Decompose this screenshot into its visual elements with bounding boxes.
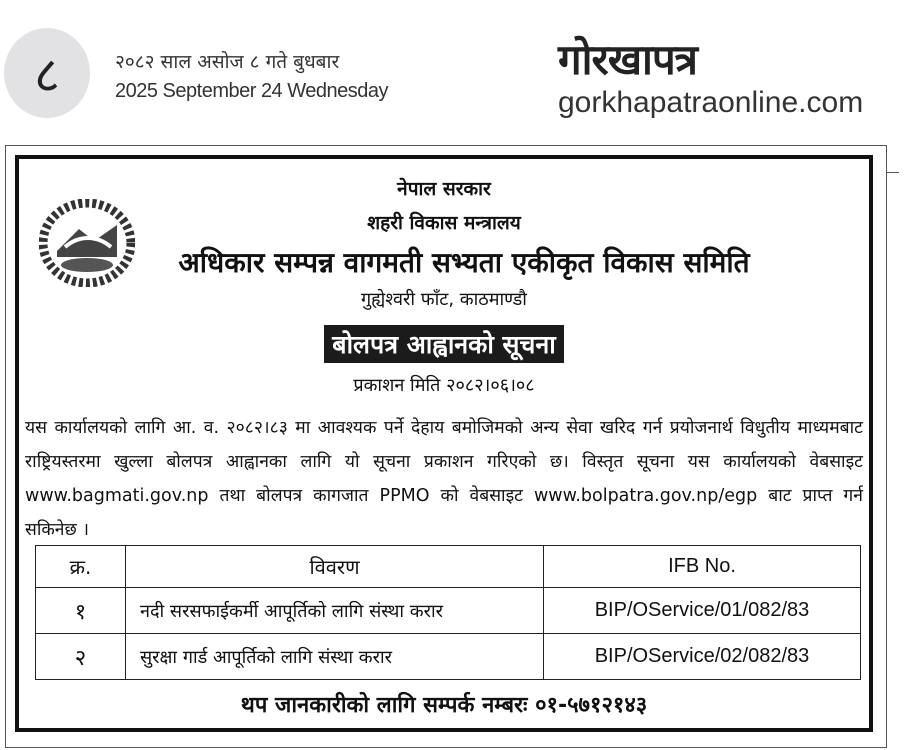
notice-body: यस कार्यालयको लागि आ. व. २०८२।८३ मा आवश्यक पर्ने देहाय बमोजिमको अन्य सेवा खरिद गर्न प्रयोजनार्थ विधुतीय माध्यमबाट राष्ट्रियस्तरमा खुल्ला बोलपत्र आह्वानका लागि यो सूचना प्रकाशन गरिएको छ। विस्तृत सूचना यस कार्यालयको वेबसाइट www.bagmati.gov.np तथा बोलपत्र कागजात PPMO को वेबसाइट www.bolpatra.gov.np/egp बाट प्राप्त गर्न सकिनेछ ।	[25, 418, 863, 540]
ifb-number: BIP/OService/02/082/83	[544, 634, 861, 680]
divider	[887, 172, 899, 173]
col-description: विवरण	[126, 546, 544, 588]
government-name: नेपाल सरकार	[397, 178, 491, 200]
table-header-row	[36, 546, 861, 588]
office-address: गुह्येश्वरी फाँट, काठमाण्डौ	[361, 289, 527, 310]
table-row	[36, 588, 861, 634]
newspaper-logo: गोरखापत्र	[558, 35, 697, 84]
ministry-name: शहरी विकास मन्त्रालय	[367, 212, 521, 234]
contact-info: थप जानकारीको लागि सम्पर्क नम्बरः ०१-५७१२१४३	[240, 693, 648, 718]
col-serial: क्र.	[36, 546, 126, 588]
publish-date: प्रकाशन मिति २०८२।०६।०८	[353, 375, 535, 396]
website-url: gorkhapatraonline.com	[558, 86, 864, 119]
notice	[15, 155, 873, 732]
serial: २	[36, 634, 126, 680]
notice-heading: बोलपत्र आह्वानको सूचना	[324, 325, 563, 363]
tender-table	[35, 545, 861, 680]
table-row	[36, 634, 861, 680]
committee-name: अधिकार सम्पन्न वागमती सभ्यता एकीकृत विकास समिति	[178, 246, 750, 279]
description: नदी सरसफाईकर्मी आपूर्तिको लागि संस्था करार	[126, 588, 544, 634]
page-number: ८	[4, 28, 90, 118]
ifb-number: BIP/OService/01/082/83	[544, 588, 861, 634]
date-nepali: २०८२ साल असोज ८ गते बुधबार	[115, 51, 340, 73]
col-ifb: IFB No.	[544, 546, 861, 588]
serial: १	[36, 588, 126, 634]
description: सुरक्षा गार्ड आपूर्तिको लागि संस्था करार	[126, 634, 544, 680]
date-english: 2025 September 24 Wednesday	[115, 80, 388, 102]
